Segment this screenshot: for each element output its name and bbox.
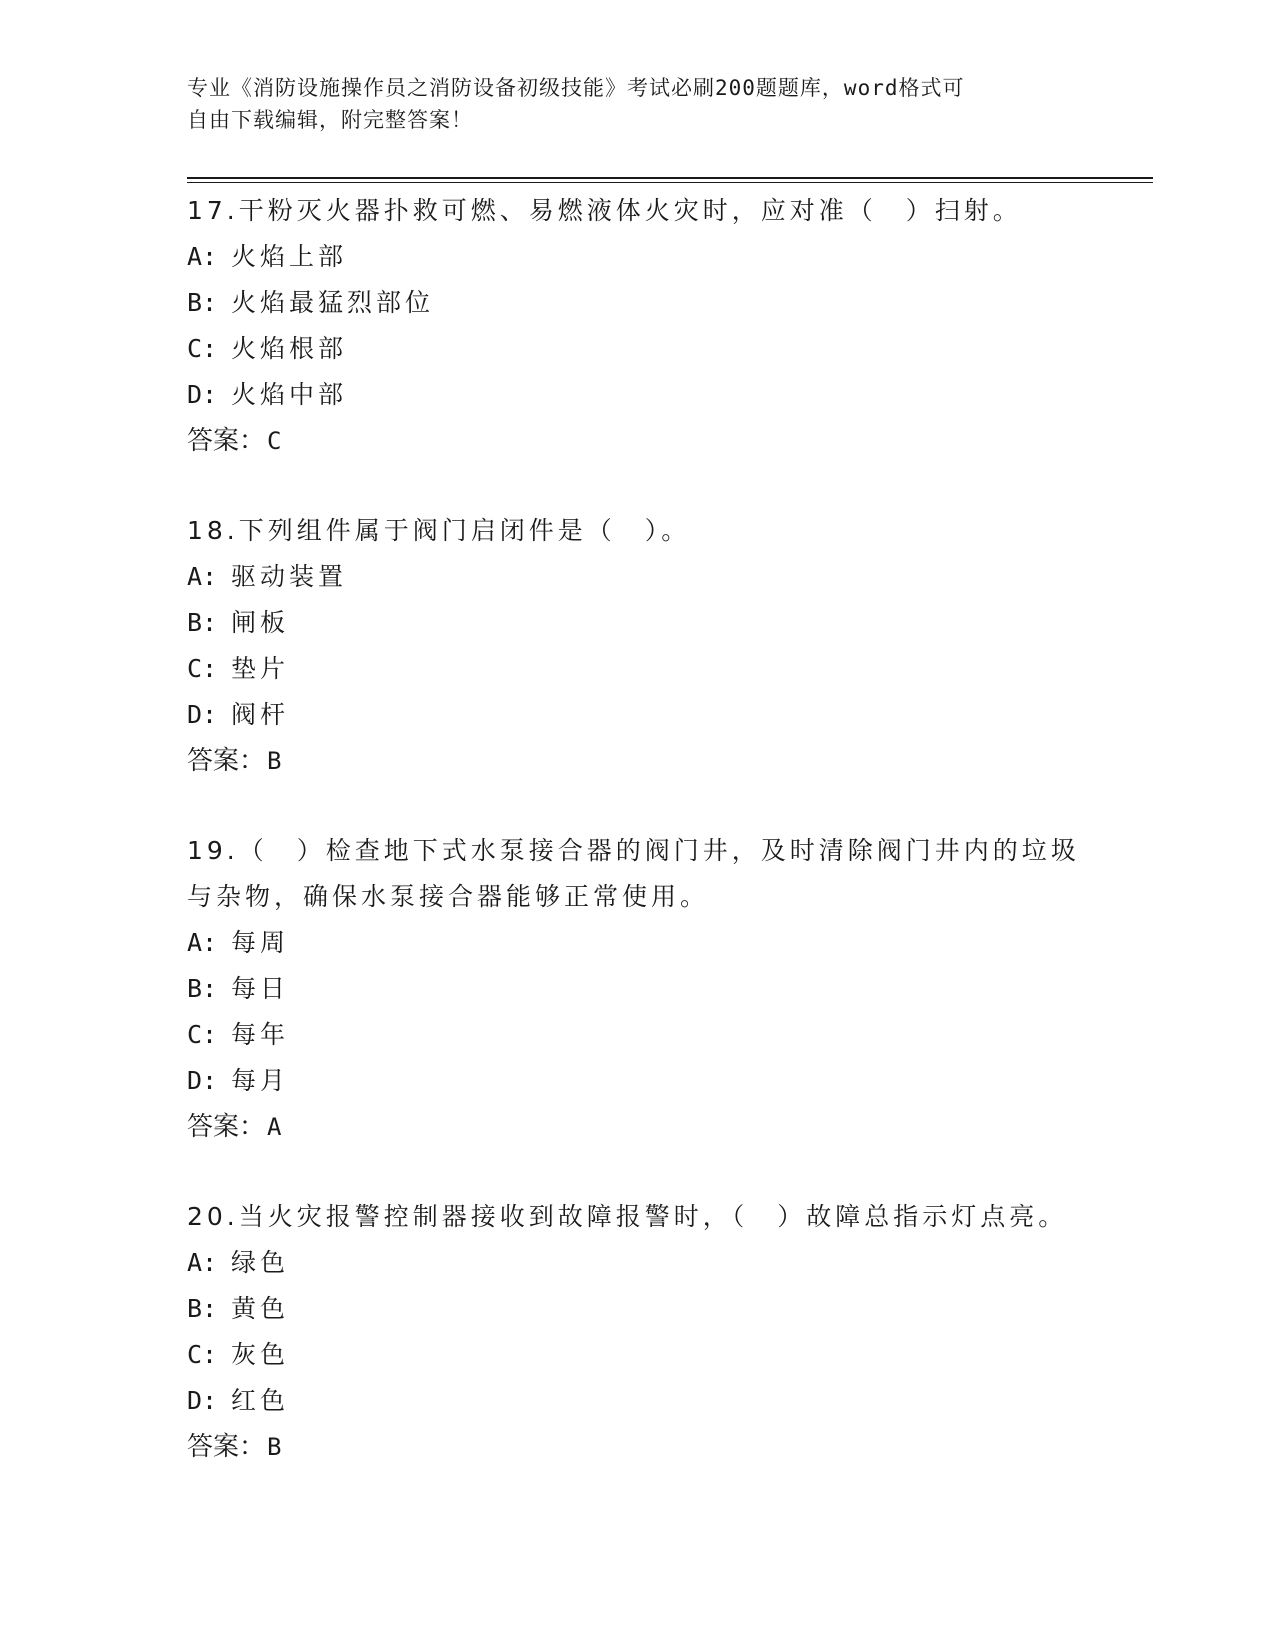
option-text: 火焰根部 xyxy=(231,334,348,363)
option-a xyxy=(187,920,1087,966)
header-divider-bottom xyxy=(187,182,1153,183)
option-letter: C: xyxy=(187,1020,218,1049)
option-d xyxy=(187,1378,1087,1424)
option-text: 火焰最猛烈部位 xyxy=(231,288,435,317)
option-letter: B: xyxy=(187,288,218,317)
answer-value: B xyxy=(267,747,282,775)
question-block xyxy=(187,508,1087,784)
option-b xyxy=(187,966,1087,1012)
question-text: 18.下列组件属于阀门启闭件是（ ）。 xyxy=(187,516,691,545)
option-letter: A: xyxy=(187,562,218,591)
option-text: 每周 xyxy=(231,928,290,957)
option-a xyxy=(187,554,1087,600)
option-letter: A: xyxy=(187,242,218,271)
option-text: 灰色 xyxy=(231,1340,290,1369)
answer-value: B xyxy=(267,1433,282,1461)
question-text: 17.干粉灭火器扑救可燃、易燃液体火灾时，应对准（ ）扫射。 xyxy=(187,196,1022,225)
question-block xyxy=(187,188,1087,464)
option-letter: C: xyxy=(187,1340,218,1369)
option-text: 每月 xyxy=(231,1066,290,1095)
option-letter: D: xyxy=(187,1066,218,1095)
option-letter: D: xyxy=(187,700,218,729)
option-text: 垫片 xyxy=(231,654,290,683)
answer-line xyxy=(187,1424,1087,1470)
option-a xyxy=(187,1240,1087,1286)
question-text: 20.当火灾报警控制器接收到故障报警时，（ ）故障总指示灯点亮。 xyxy=(187,1202,1068,1231)
answer-value: C xyxy=(267,427,282,455)
option-d xyxy=(187,372,1087,418)
option-d xyxy=(187,1058,1087,1104)
answer-label: 答案： xyxy=(187,1432,266,1462)
option-b xyxy=(187,280,1087,326)
option-b xyxy=(187,1286,1087,1332)
option-letter: B: xyxy=(187,974,218,1003)
question-text-continued: 与杂物，确保水泵接合器能够正常使用。 xyxy=(187,882,710,911)
option-a xyxy=(187,234,1087,280)
option-letter: B: xyxy=(187,608,218,637)
header-line-2: 自由下载编辑，附完整答案！ xyxy=(187,108,473,132)
option-letter: A: xyxy=(187,928,218,957)
question-text: 19.（ ）检查地下式水泵接合器的阀门井，及时清除阀门井内的垃圾 xyxy=(187,836,1080,865)
option-text: 闸板 xyxy=(231,608,290,637)
answer-line xyxy=(187,1104,1087,1150)
option-letter: B: xyxy=(187,1294,218,1323)
option-c xyxy=(187,1012,1087,1058)
option-c xyxy=(187,326,1087,372)
option-d xyxy=(187,692,1087,738)
answer-line xyxy=(187,738,1087,784)
option-letter: D: xyxy=(187,380,218,409)
option-text: 每日 xyxy=(231,974,290,1003)
option-text: 红色 xyxy=(231,1386,290,1415)
question-block xyxy=(187,1194,1087,1470)
answer-label: 答案： xyxy=(187,426,266,456)
question-block xyxy=(187,828,1087,1150)
option-letter: C: xyxy=(187,334,218,363)
option-c xyxy=(187,1332,1087,1378)
option-c xyxy=(187,646,1087,692)
answer-label: 答案： xyxy=(187,1112,266,1142)
header-divider-top xyxy=(187,177,1153,179)
option-text: 火焰中部 xyxy=(231,380,348,409)
option-text: 火焰上部 xyxy=(231,242,348,271)
option-text: 驱动装置 xyxy=(231,562,348,591)
option-text: 每年 xyxy=(231,1020,290,1049)
header-line-1: 专业《消防设施操作员之消防设备初级技能》考试必刷200题题库，word格式可 xyxy=(187,76,965,100)
answer-line xyxy=(187,418,1087,464)
option-b xyxy=(187,600,1087,646)
answer-value: A xyxy=(267,1113,282,1141)
option-letter: C: xyxy=(187,654,218,683)
option-letter: A: xyxy=(187,1248,218,1277)
document-header xyxy=(187,72,1087,136)
answer-label: 答案： xyxy=(187,746,266,776)
option-text: 黄色 xyxy=(231,1294,290,1323)
option-text: 绿色 xyxy=(231,1248,290,1277)
option-letter: D: xyxy=(187,1386,218,1415)
option-text: 阀杆 xyxy=(231,700,290,729)
